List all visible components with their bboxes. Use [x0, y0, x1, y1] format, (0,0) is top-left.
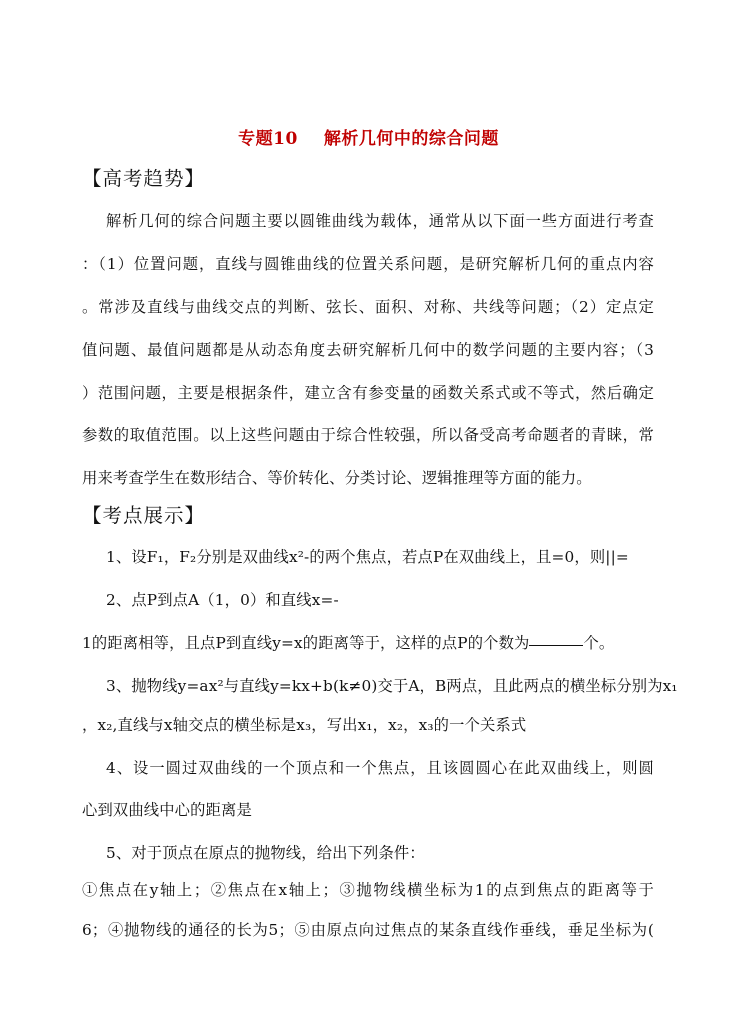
problem-2-line-1: 2、点P到点A（1，0）和直线x=-	[106, 591, 339, 609]
section-heading-trend: 【高考趋势】	[82, 167, 206, 190]
problem-5-line-1: 5、对于顶点在原点的抛物线，给出下列条件：	[106, 844, 425, 862]
trend-line: 值问题、最值问题都是从动态角度去研究解析几何中的数学问题的主要内容；（3	[82, 341, 654, 359]
trend-line: ：（1）位置问题，直线与圆锥曲线的位置关系问题，是研究解析几何的重点内容	[82, 255, 654, 273]
problem-2-text-b: 个。	[583, 634, 615, 652]
problem-2-line-2	[82, 631, 614, 653]
answer-blank	[529, 644, 583, 646]
section-heading-points: 【考点展示】	[82, 504, 206, 527]
trend-line: 解析几何的综合问题主要以圆锥曲线为载体，通常从以下面一些方面进行考查	[106, 212, 654, 230]
problem-5-line-3: 6；④抛物线的通径的长为5；⑤由原点向过焦点的某条直线作垂线，垂足坐标为(	[82, 921, 654, 939]
title-number: 专题10	[238, 129, 298, 149]
problem-4-line-1: 4、设一圆过双曲线的一个顶点和一个焦点，且该圆圆心在此双曲线上，则圆	[106, 759, 654, 777]
title-text: 解析几何中的综合问题	[323, 129, 499, 149]
trend-line: 。常涉及直线与曲线交点的判断、弦长、面积、对称、共线等问题；（2）定点定	[82, 298, 654, 316]
problem-3-line-2: ，x₂,直线与x轴交点的横坐标是x₃，写出x₁，x₂，x₃的一个关系式	[82, 716, 527, 734]
problem-2-text-a: 1的距离相等，且点P到直线y=x的距离等于，这样的点P的个数为	[82, 634, 530, 652]
problem-3-line-1: 3、抛物线y=ax²与直线y=kx+b(k≠0)交于A，B两点，且此两点的横坐标分别为x₁	[106, 677, 678, 695]
trend-line: 参数的取值范围。以上这些问题由于综合性较强，所以备受高考命题者的青睐，常	[82, 426, 654, 444]
trend-line: 用来考查学生在数形结合、等价转化、分类讨论、逻辑推理等方面的能力。	[82, 469, 592, 487]
problem-5-line-2: ①焦点在y轴上；②焦点在x轴上；③抛物线横坐标为1的点到焦点的距离等于	[82, 881, 654, 899]
page-title	[0, 124, 737, 149]
trend-line: ）范围问题，主要是根据条件，建立含有参变量的函数关系式或不等式，然后确定	[82, 384, 654, 402]
problem-1: 1、设F₁，F₂分别是双曲线x²-的两个焦点，若点P在双曲线上，且=0，则||=	[106, 548, 629, 566]
problem-4-line-2: 心到双曲线中心的距离是	[82, 801, 252, 819]
